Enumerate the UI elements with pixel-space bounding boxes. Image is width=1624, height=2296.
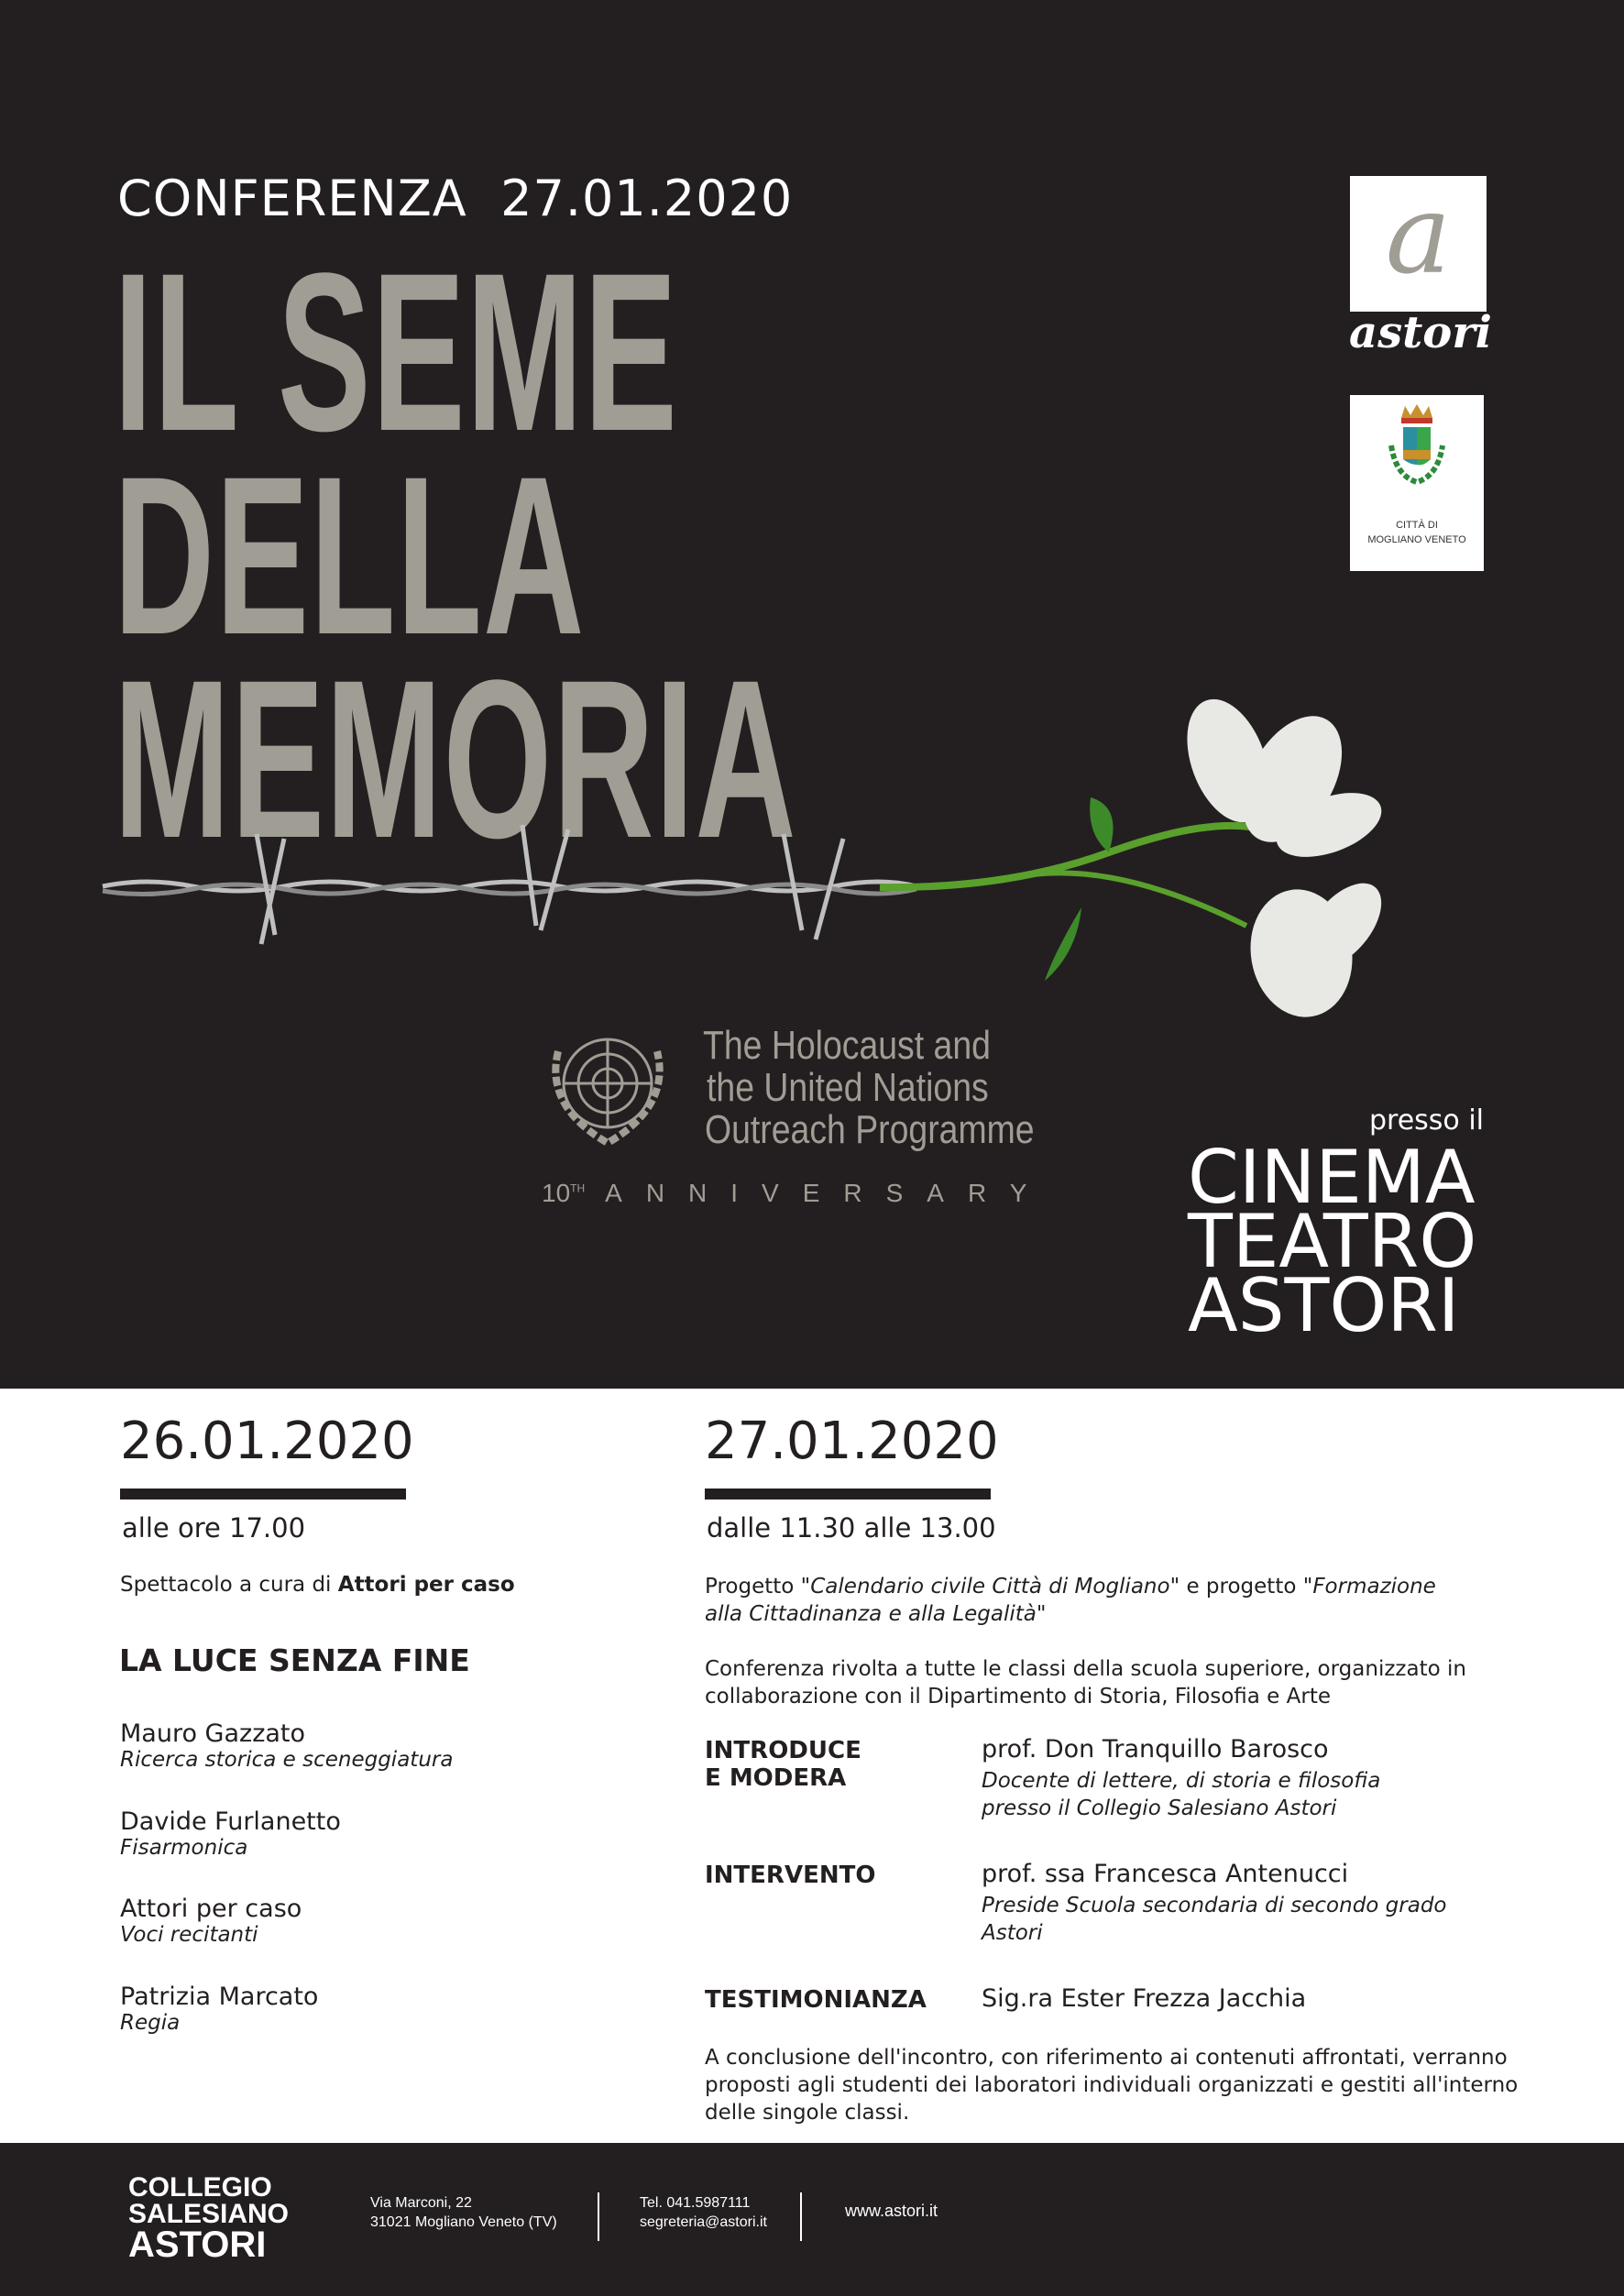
day2-conference-description bbox=[705, 1655, 1466, 1710]
day2-projects bbox=[705, 1573, 1436, 1628]
astori-logo-name: astori bbox=[1349, 307, 1492, 358]
email-link[interactable]: segreteria@astori.it bbox=[640, 2214, 767, 2230]
anniversary-suffix: TH bbox=[570, 1181, 586, 1195]
day1-date: 26.01.2020 bbox=[120, 1412, 414, 1471]
title-line-1: IL SEME bbox=[114, 226, 679, 478]
speaker-label bbox=[705, 1986, 927, 2014]
footer-contacts bbox=[640, 2193, 767, 2232]
speaker-role: presso il Collegio Salesiano Astori bbox=[982, 1796, 1337, 1820]
city-name-line2: MOGLIANO VENETO bbox=[1367, 534, 1466, 545]
un-programme-line-3: Outreach Programme bbox=[705, 1107, 1035, 1152]
day2-date-underline bbox=[705, 1489, 991, 1500]
barbed-wire-flower-illustration bbox=[92, 678, 1466, 1063]
speaker-name: Sig.ra Ester Frezza Jacchia bbox=[982, 1984, 1307, 2013]
city-coat-of-arms-icon bbox=[1350, 395, 1484, 514]
venue-presso: presso il bbox=[1369, 1104, 1484, 1137]
white-tulip-flowers bbox=[1171, 688, 1396, 1026]
text: Progetto " bbox=[705, 1575, 811, 1598]
day1-date-underline bbox=[120, 1489, 406, 1500]
day2-closing bbox=[705, 2044, 1518, 2126]
credit-name: Mauro Gazzato bbox=[120, 1719, 306, 1748]
anniversary-number: 10 bbox=[542, 1179, 571, 1207]
collegio-logo bbox=[128, 2172, 290, 2265]
speaker-role: Astori bbox=[982, 1921, 1043, 1945]
label: TESTIMONIANZA bbox=[705, 1986, 927, 2014]
anniversary-text: ANNIVERSARY bbox=[605, 1179, 1051, 1207]
divider bbox=[800, 2192, 802, 2241]
credit-role: Fisarmonica bbox=[120, 1836, 248, 1860]
logo-line: SALESIANO bbox=[128, 2199, 290, 2229]
logo-line: COLLEGIO bbox=[128, 2172, 272, 2203]
phone: Tel. 041.5987111 bbox=[640, 2195, 751, 2211]
label: INTRODUCE bbox=[705, 1737, 861, 1764]
footer-address bbox=[370, 2193, 557, 2232]
speaker-label bbox=[705, 1862, 875, 1889]
un-anniversary bbox=[542, 1179, 1050, 1208]
credit-name: Davide Furlanetto bbox=[120, 1807, 341, 1836]
speaker-info bbox=[982, 1735, 1380, 1822]
closing-line: delle singole classi. bbox=[705, 2101, 910, 2125]
astori-logo-box bbox=[1350, 171, 1487, 312]
label: E MODERA bbox=[705, 1764, 847, 1792]
project-name-2b: alla Cittadinanza e alla Legalità bbox=[705, 1602, 1037, 1626]
un-programme-line-1: The Holocaust and bbox=[703, 1023, 991, 1068]
speaker-role: Preside Scuola secondaria di secondo grado bbox=[982, 1894, 1447, 1917]
venue-line-1: CINEMA bbox=[1188, 1135, 1476, 1220]
closing-line: proposti agli studenti dei laboratori individuali organizzati e gestiti all'interno bbox=[705, 2073, 1519, 2097]
speaker-role: Docente di lettere, di storia e filosofia bbox=[982, 1769, 1381, 1793]
credit-role: Regia bbox=[120, 2011, 181, 2035]
address-line: 31021 Mogliano Veneto (TV) bbox=[370, 2214, 557, 2230]
closing-line: A conclusione dell'incontro, con riferimento ai contenuti affrontati, verranno bbox=[705, 2046, 1508, 2070]
intro-prefix: Spettacolo a cura di bbox=[120, 1573, 338, 1597]
venue-line-3: ASTORI bbox=[1188, 1263, 1460, 1348]
venue-line-2: TEATRO bbox=[1188, 1199, 1477, 1284]
title-line-2: DELLA bbox=[114, 430, 586, 682]
day2-date: 27.01.2020 bbox=[705, 1412, 999, 1471]
text: " bbox=[1036, 1602, 1047, 1626]
speaker-info bbox=[982, 1860, 1447, 1947]
credit-item bbox=[120, 1983, 318, 2035]
speaker-name: prof. Don Tranquillo Barosco bbox=[982, 1735, 1329, 1763]
credit-item bbox=[120, 1719, 453, 1772]
day1-intro bbox=[120, 1571, 515, 1598]
website-link[interactable]: www.astori.it bbox=[845, 2202, 938, 2220]
footer bbox=[0, 2143, 1624, 2296]
project-name-1: Calendario civile Città di Mogliano bbox=[810, 1575, 1170, 1598]
show-title: LA LUCE SENZA FINE bbox=[119, 1642, 470, 1678]
speaker-info bbox=[982, 1984, 1306, 2013]
venue-name bbox=[1188, 1135, 1477, 1348]
desc-line: collaborazione con il Dipartimento di Storia, Filosofia e Arte bbox=[705, 1685, 1332, 1708]
city-logo-box bbox=[1350, 395, 1484, 571]
speaker-name: prof. ssa Francesca Antenucci bbox=[982, 1860, 1349, 1888]
divider bbox=[598, 2192, 599, 2241]
intro-company: Attori per caso bbox=[337, 1573, 515, 1597]
conference-date: 27.01.2020 bbox=[500, 170, 794, 227]
astori-logo-mark: a bbox=[1385, 171, 1452, 299]
logo-line: ASTORI bbox=[128, 2225, 267, 2265]
conference-label: CONFERENZA bbox=[117, 170, 467, 227]
credit-name: Attori per caso bbox=[120, 1895, 302, 1923]
credit-name: Patrizia Marcato bbox=[120, 1983, 319, 2011]
barbed-wire bbox=[103, 825, 916, 944]
city-name-line1: CITTÀ DI bbox=[1396, 520, 1438, 531]
project-name-2a: Formazione bbox=[1312, 1575, 1436, 1598]
title-line-3: MEMORIA bbox=[114, 633, 797, 885]
united-nations-emblem-icon bbox=[535, 1015, 680, 1159]
un-programme-line-2: the United Nations bbox=[707, 1065, 989, 1110]
day1-time: alle ore 17.00 bbox=[122, 1512, 306, 1543]
day2-time: dalle 11.30 alle 13.00 bbox=[707, 1512, 996, 1543]
text: " e progetto " bbox=[1169, 1575, 1313, 1598]
desc-line: Conferenza rivolta a tutte le classi della scuola superiore, organizzato in bbox=[705, 1657, 1466, 1681]
credit-item bbox=[120, 1895, 302, 1947]
conference-heading bbox=[117, 170, 793, 227]
speaker-label bbox=[705, 1737, 861, 1792]
label: INTERVENTO bbox=[705, 1862, 876, 1889]
address-line: Via Marconi, 22 bbox=[370, 2195, 472, 2211]
credit-role: Voci recitanti bbox=[120, 1923, 258, 1947]
credit-role: Ricerca storica e sceneggiatura bbox=[120, 1748, 454, 1772]
credit-item bbox=[120, 1807, 341, 1860]
